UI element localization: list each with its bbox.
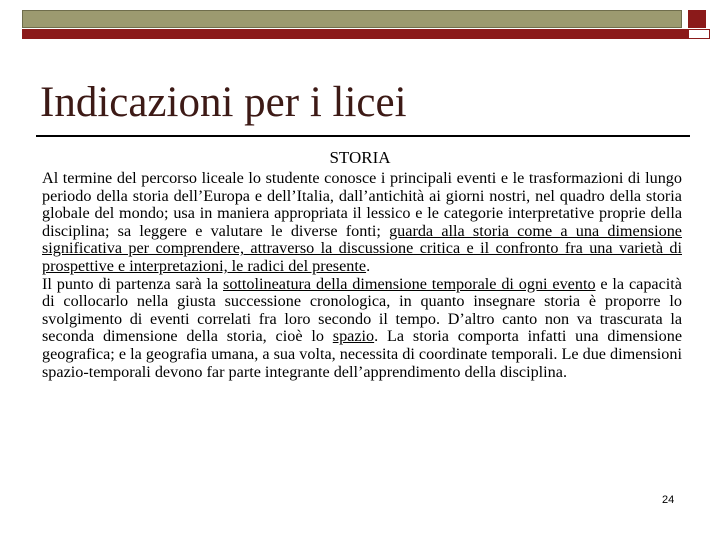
header-band-red (22, 29, 710, 39)
page-number: 24 (662, 494, 675, 506)
paragraph-2 (42, 276, 682, 382)
paragraph-1-text: Al termine del percorso liceale lo studente conosce i principali eventi e le trasformazioni di lungo periodo della storia dell’Europa e dell’Italia, dall’antichità ai giorni nostri, nel quadro della storia globale del mondo; usa in maniera appropriata il lessico e le categorie interpretative proprie della disciplina; sa leggere e valutare le diverse fonti; (42, 169, 682, 240)
paragraph-2-text-3: . La storia comporta infatti una dimensione geografica; e la geografia umana, a sua volta, necessita di coordinate temporali. Le due dimensioni spazio-temporali devono far parte integrante dell’apprendimento della disciplina. (42, 327, 682, 381)
paragraph-2-underlined-1: sottolineatura della dimensione temporale di ogni evento (223, 274, 596, 293)
paragraph-1 (42, 170, 682, 276)
paragraph-2-text-2: e la capacità di collocarlo nella giusta successione cronologica, in quanto insegnare storia è proporre lo svolgimento di eventi correlati fra loro secondo il tempo. D’altro canto non va trascurata la seconda dimensione della storia, cioè lo (42, 274, 682, 346)
header-band-olive (22, 10, 682, 28)
slide-title: Indicazioni per i licei (40, 79, 407, 126)
header-square-red (688, 10, 706, 28)
paragraph-1-underlined: guarda alla storia come a una dimensione significativa per comprendere, attraverso la discussione critica e il confronto fra una varietà di prospettive e interpretazioni, le radici del presente (42, 221, 682, 275)
title-divider (36, 135, 690, 137)
paragraph-1-end: . (366, 256, 371, 275)
paragraph-2-text-1: Il punto di partenza sarà la (42, 274, 224, 293)
slide-subtitle: STORIA (329, 148, 391, 167)
slide-body (42, 170, 682, 381)
header-square-outline (688, 29, 710, 39)
paragraph-2-underlined-2: spazio (332, 327, 375, 346)
